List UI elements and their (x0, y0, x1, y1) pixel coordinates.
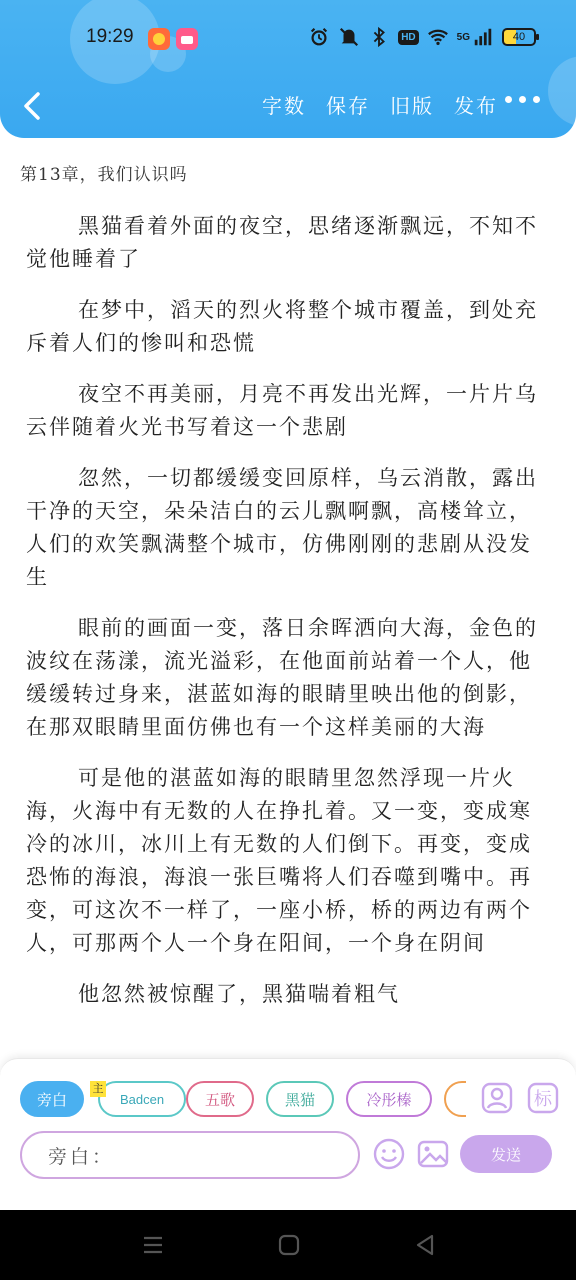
status-icons (308, 26, 536, 48)
tag-icon[interactable] (526, 1081, 560, 1115)
user-card-icon[interactable] (480, 1081, 514, 1115)
role-chip-lengtongzhen[interactable]: 冷彤榛 (346, 1081, 432, 1117)
system-nav-bar (0, 1210, 576, 1280)
more-dots-icon[interactable] (505, 96, 540, 103)
network-label: 5G (456, 31, 470, 43)
paragraph: 黑猫看着外面的夜空，思绪逐渐飘远，不知不觉他睡着了 (26, 214, 538, 271)
paragraph: 夜空不再美丽，月亮不再发出光辉，一片片乌云伴随着火光书写着这一个悲剧 (26, 382, 538, 439)
alarm-icon (308, 26, 330, 48)
chapter-content[interactable] (26, 210, 550, 1058)
paragraph: 忽然，一切都缓缓变回原样，乌云消散，露出干净的天空，朵朵洁白的云儿飘啊飘，高楼耸立，人们的欢笑飘满整个城市，仿佛刚刚的悲剧从没发生 (26, 466, 538, 589)
paragraph: 眼前的画面一变，落日余晖洒向大海，金色的波纹在荡漾，流光溢彩，在他面前站着一个人，他缓缓转过身来，湛蓝如海的眼睛里映出他的倒影，在那双眼睛里面仿佛也有一个这样美丽的大海 (26, 616, 538, 739)
paragraph: 在梦中，滔天的烈火将整个城市覆盖，到处充斥着人们的惨叫和恐慌 (26, 298, 538, 355)
bluetooth-icon (368, 26, 390, 48)
signal-icon (472, 26, 494, 48)
dialogue-input[interactable]: 旁白： (20, 1131, 360, 1179)
svg-text:标: 标 (534, 1089, 552, 1110)
status-bar (0, 18, 576, 62)
role-chip-more[interactable] (444, 1081, 466, 1117)
word-count-button[interactable]: 字数 (262, 94, 306, 118)
paragraph: 可是他的湛蓝如海的眼睛里忽然浮现一片火海，火海中有无数的人在挣扎着。又一变，变成寒冷的冰川，冰川上有无数的人们倒下。再变，变成恐怖的海浪，海浪一张巨嘴将人们吞噬到嘴中。再变，可这次不一样了，一座小桥，桥的两边有两个人，可那两个人一个身在阳间，一个身在阴间 (26, 766, 532, 955)
menu-icon[interactable] (140, 1232, 166, 1258)
old-version-button[interactable]: 旧版 (390, 94, 434, 118)
image-icon[interactable] (416, 1137, 450, 1171)
chapter-title[interactable]: 第13章，我们认识吗 (20, 165, 188, 185)
role-selector (18, 1081, 466, 1121)
role-chip-narrator[interactable]: 旁白 (20, 1081, 84, 1117)
back-button[interactable] (18, 88, 50, 124)
app-notification-icon (148, 28, 170, 50)
toolbar-actions (262, 90, 498, 119)
save-button[interactable]: 保存 (326, 94, 370, 118)
home-square-icon[interactable] (276, 1232, 302, 1258)
editor-toolbar (0, 84, 576, 128)
hd-badge: HD (398, 30, 418, 45)
back-triangle-icon[interactable] (412, 1232, 438, 1258)
chevron-left-icon (18, 88, 50, 124)
role-chip-heimao[interactable]: 黑猫 (266, 1081, 334, 1117)
paragraph: 他忽然被惊醒了，黑猫喘着粗气 (78, 982, 400, 1006)
main-role-tag: 主 (90, 1081, 106, 1097)
mute-icon (338, 26, 360, 48)
battery-icon (502, 28, 536, 46)
app-header (0, 0, 576, 138)
role-chip-wuge[interactable]: 五歌 (186, 1081, 254, 1117)
battery-level: 40 (512, 31, 526, 43)
dialogue-panel (0, 1058, 576, 1210)
publish-button[interactable]: 发布 (454, 94, 498, 118)
role-chip-badcen[interactable]: Badcen (98, 1081, 186, 1117)
app-notification-icon (176, 28, 198, 50)
send-button[interactable]: 发送 (460, 1135, 552, 1173)
status-time: 19:29 (86, 26, 134, 47)
wifi-icon (427, 26, 449, 48)
smiley-icon[interactable] (372, 1137, 406, 1171)
